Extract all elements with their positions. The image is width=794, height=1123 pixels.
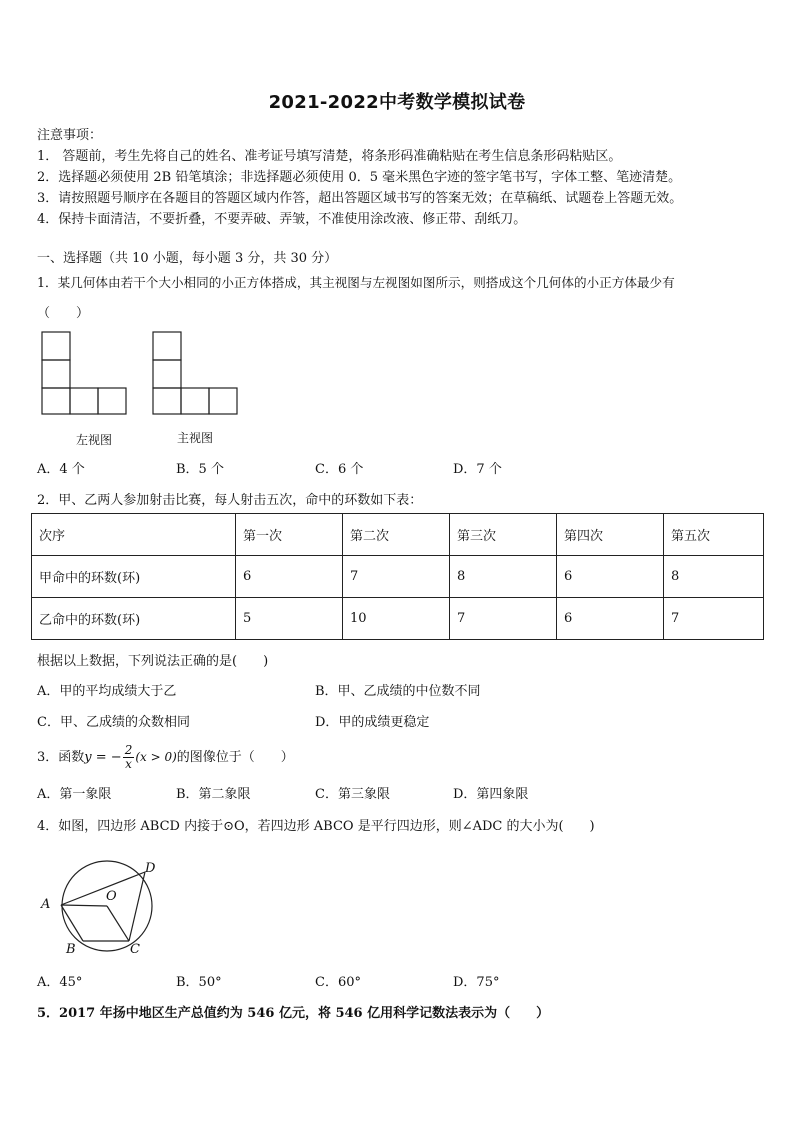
notice-item: 4．保持卡面清洁，不要折叠，不要弄破、弄皱，不准使用涂改液、修正带、刮纸刀。	[37, 212, 527, 227]
table-cell: 7	[343, 556, 450, 598]
q1-stem: 1．某几何体由若干个大小相同的小正方体搭成，其主视图与左视图如图所示，则搭成这个几何体的小正方体最少有	[37, 275, 675, 290]
q3-option-c: C．第三象限	[315, 787, 390, 802]
notice-heading: 注意事项：	[37, 128, 103, 143]
table-header-cell: 第一次	[236, 514, 343, 556]
left-view-caption: 左视图	[76, 433, 113, 447]
q2-stem: 2．甲、乙两人参加射击比赛，每人射击五次，命中的环数如下表：	[37, 493, 423, 508]
q3-condition: (x > 0)	[135, 750, 177, 764]
table-cell: 甲命中的环数(环)	[32, 556, 236, 598]
q2-option-c: C．甲、乙成绩的众数相同	[37, 715, 190, 730]
notice-item: 2．选择题必须使用 2B 铅笔填涂；非选择题必须使用 0．5 毫米黑色字迹的签字笔书写，字体工整、笔迹清楚。	[37, 170, 682, 185]
front-view-caption: 主视图	[177, 431, 214, 445]
q3-option-a: A．第一象限	[37, 787, 112, 802]
table-header-cell: 第四次	[557, 514, 664, 556]
label-o: O	[106, 889, 117, 904]
q3-suffix: 的图像位于（ ）	[176, 750, 294, 765]
q4-option-b: B．50°	[176, 975, 222, 990]
q4-option-c: C．60°	[315, 975, 361, 990]
table-header-cell: 第三次	[450, 514, 557, 556]
label-a: A	[41, 897, 51, 912]
label-b: B	[66, 942, 76, 957]
q3-option-d: D．第四象限	[453, 787, 529, 802]
q3-function-lhs: y = −	[84, 750, 122, 765]
table-row	[32, 556, 764, 598]
table-cell: 乙命中的环数(环)	[32, 598, 236, 640]
q2-after-text: 根据以上数据，下列说法正确的是( )	[37, 654, 269, 669]
notice-item: 1． 答题前，考生先将自己的姓名、准考证号填写清楚，将条形码准确粘贴在考生信息条形码粘贴区。	[37, 149, 622, 164]
q1-option-b: B．5 个	[176, 462, 224, 477]
label-c: C	[130, 942, 140, 957]
label-d: D	[145, 861, 156, 876]
q3-option-b: B．第二象限	[176, 787, 251, 802]
left-view-shape	[42, 332, 126, 414]
table-cell: 6	[557, 598, 664, 640]
q1-stem-paren: （ ）	[37, 306, 90, 321]
score-table	[31, 513, 764, 640]
table-header-row	[32, 514, 764, 556]
table-cell: 10	[343, 598, 450, 640]
q1-option-c: C．6 个	[315, 462, 364, 477]
q3-fraction	[123, 744, 135, 771]
table-cell: 5	[236, 598, 343, 640]
q2-option-d: D．甲的成绩更稳定	[315, 715, 430, 730]
front-view-shape	[153, 332, 237, 414]
q1-views-figure	[40, 330, 240, 420]
q5-stem: 5．2017 年扬中地区生产总值约为 546 亿元，将 546 亿用科学记数法表示为（ ）	[37, 1006, 550, 1021]
q4-stem: 4．如图，四边形 ABCD 内接于⊙O，若四边形 ABCO 是平行四边形，则∠ADC 的大小为( )	[37, 819, 595, 834]
table-cell: 6	[236, 556, 343, 598]
q3-numerator: 2	[124, 743, 133, 757]
table-header-cell: 第二次	[343, 514, 450, 556]
q2-option-a: A．甲的平均成绩大于乙	[37, 684, 177, 699]
table-cell: 8	[450, 556, 557, 598]
section-heading: 一、选择题（共 10 小题，每小题 3 分，共 30 分）	[37, 251, 338, 266]
notice-item: 3．请按照题号顺序在各题目的答题区域内作答，超出答题区域书写的答案无效；在草稿纸、试题卷上答题无效。	[37, 191, 683, 206]
q3-stem	[37, 737, 294, 778]
q1-option-d: D．7 个	[453, 462, 502, 477]
q3-prefix: 3．函数	[37, 750, 85, 765]
q1-option-a: A．4 个	[37, 462, 85, 477]
circle-quadrilateral-figure	[38, 855, 163, 959]
q4-option-a: A．45°	[37, 975, 83, 990]
page-title: 2021-2022中考数学模拟试卷	[268, 92, 526, 113]
table-header-cell: 次序	[32, 514, 236, 556]
table-cell: 8	[664, 556, 764, 598]
table-header-cell: 第五次	[664, 514, 764, 556]
table-cell: 7	[664, 598, 764, 640]
q2-option-b: B．甲、乙成绩的中位数不同	[315, 684, 481, 699]
table-cell: 6	[557, 556, 664, 598]
table-row	[32, 598, 764, 640]
q4-option-d: D．75°	[453, 975, 500, 990]
quadrilateral-lines	[61, 872, 145, 941]
table-cell: 7	[450, 598, 557, 640]
q3-denominator: x	[125, 757, 132, 771]
